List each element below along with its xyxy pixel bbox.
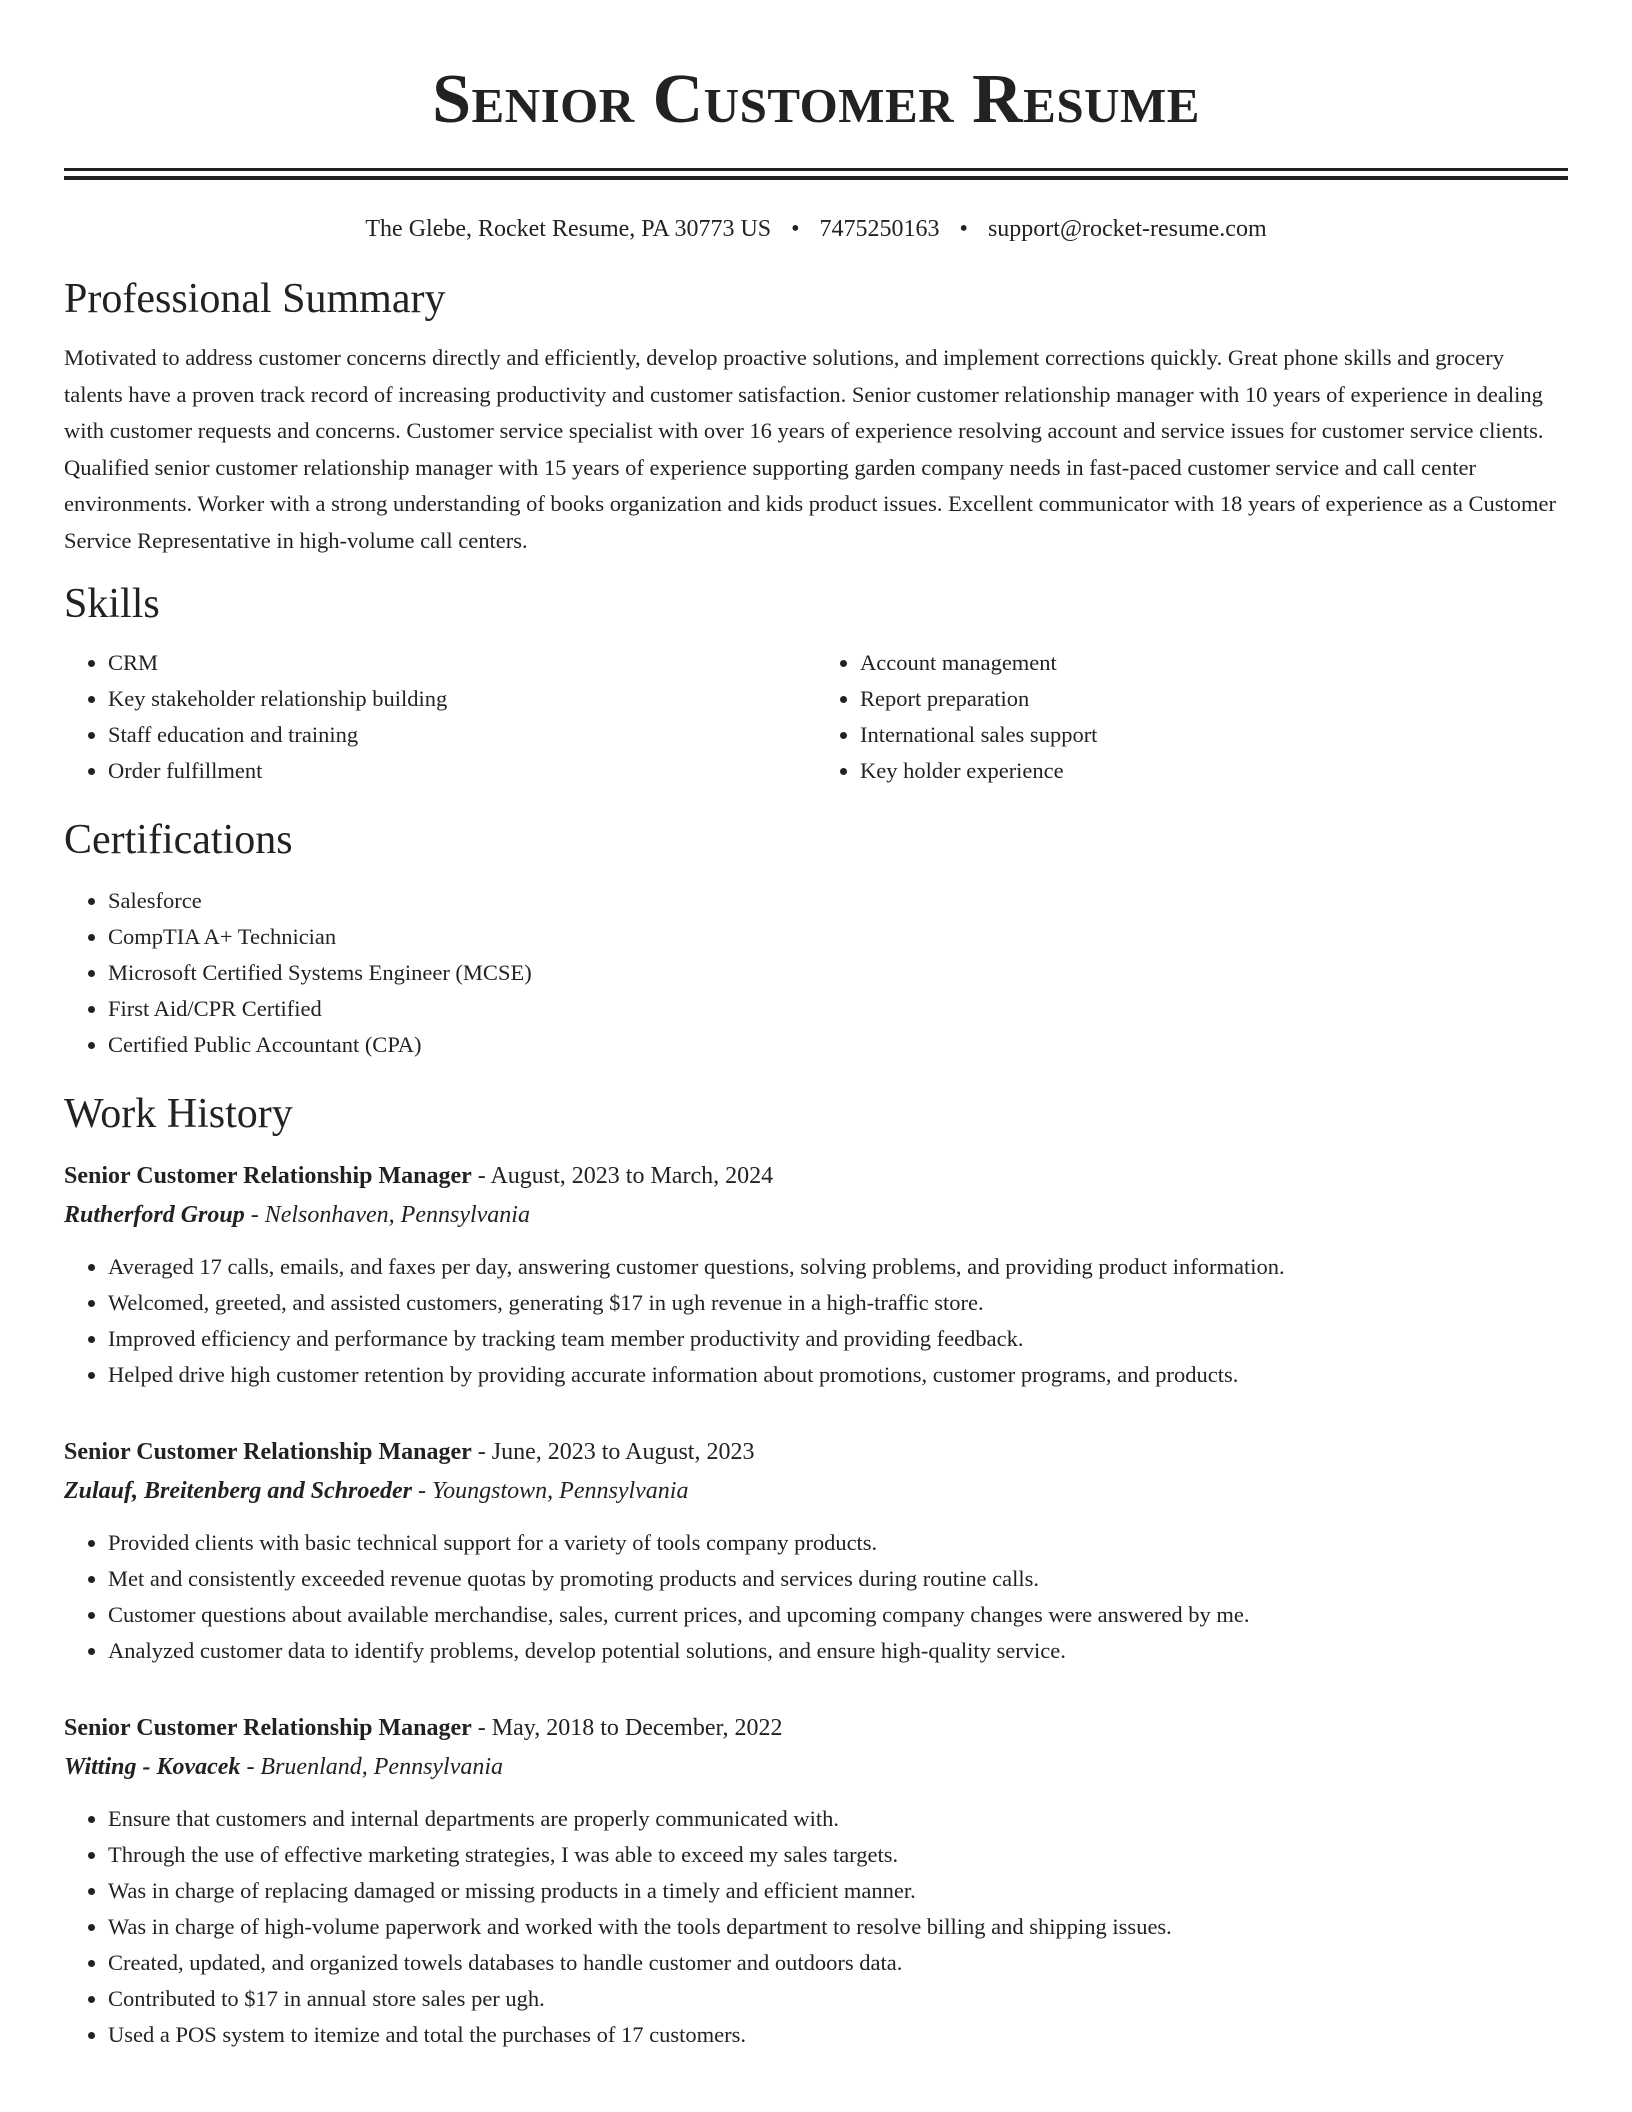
job-bullet: • Improved efficiency and performance by tracking team member productivity and providing feedback. — [108, 1321, 1568, 1357]
skill-item: • Report preparation — [860, 681, 1568, 717]
resume-title: Senior Customer Resume — [432, 61, 1200, 138]
job-dates: - June, 2023 to August, 2023 — [477, 1439, 755, 1465]
job-bullets — [64, 1801, 1568, 2053]
job-title: Senior Customer Relationship Manager — [64, 1715, 472, 1741]
certification-item: • Salesforce — [108, 883, 1568, 919]
job-company-line — [64, 1471, 1568, 1511]
job-bullet: • Used a POS system to itemize and total the purchases of 17 customers. — [108, 2017, 1568, 2053]
skill-item: • Order fulfillment — [108, 753, 816, 789]
job-entry — [64, 1433, 1568, 1669]
job-bullet: • Met and consistently exceeded revenue quotas by promoting products and services during routine calls. — [108, 1561, 1568, 1597]
contact-email: support@rocket-resume.com — [987, 216, 1267, 242]
certifications-list — [64, 883, 1568, 1063]
contact-line — [64, 214, 1568, 244]
skills-heading: Skills — [64, 581, 160, 627]
job-title-line — [64, 1433, 1568, 1471]
contact-address: The Glebe, Rocket Resume, PA 30773 US — [365, 216, 772, 242]
job-bullet: • Through the use of effective marketing strategies, I was able to exceed my sales targets. — [108, 1837, 1568, 1873]
job-title-line — [64, 1709, 1568, 1747]
job-location: - Youngstown, Pennsylvania — [418, 1478, 689, 1504]
job-bullet: • Was in charge of high-volume paperwork and worked with the tools department to resolve billing and shipping issues. — [108, 1909, 1568, 1945]
work-history-heading: Work History — [64, 1091, 293, 1137]
job-title: Senior Customer Relationship Manager — [64, 1163, 472, 1189]
job-company: Witting - Kovacek — [64, 1754, 241, 1780]
skill-item: • Key holder experience — [860, 753, 1568, 789]
skill-item: • Account management — [860, 645, 1568, 681]
job-title-line — [64, 1157, 1568, 1195]
job-location: - Bruenland, Pennsylvania — [246, 1754, 504, 1780]
certification-item: • First Aid/CPR Certified — [108, 991, 1568, 1027]
job-bullets — [64, 1249, 1568, 1393]
job-company-line — [64, 1747, 1568, 1787]
skills-list-right — [816, 645, 1568, 789]
job-bullet: • Averaged 17 calls, emails, and faxes per day, answering customer questions, solving problems, and providing product information. — [108, 1249, 1568, 1285]
certifications-heading: Certifications — [64, 817, 293, 863]
skill-item: • Staff education and training — [108, 717, 816, 753]
certification-item: • Certified Public Accountant (CPA) — [108, 1027, 1568, 1063]
job-location: - Nelsonhaven, Pennsylvania — [250, 1202, 530, 1228]
job-company: Rutherford Group — [64, 1202, 245, 1228]
contact-separator: • — [959, 216, 968, 242]
summary-text: Motivated to address customer concerns directly and efficiently, develop proactive solutions, and implement corrections quickly. Great phone skills and grocery talents have a proven track record of increasing productivity and customer satisfaction. Senior customer relationship manager with 10 years of experience in dealing with customer requests and concerns. Customer service specialist with over 16 years of experience resolving account and service issues for customer service clients. Qualified senior customer relationship manager with 15 years of experience supporting garden company needs in fast-paced customer service and call center environments. Worker with a strong understanding of books organization and kids product issues. Excellent communicator with 18 years of experience as a Customer Service Representative in high-volume call centers. — [64, 345, 1556, 553]
contact-separator: • — [791, 216, 800, 242]
certification-item: • Microsoft Certified Systems Engineer (MCSE) — [108, 955, 1568, 991]
job-title: Senior Customer Relationship Manager — [64, 1439, 472, 1465]
summary-heading: Professional Summary — [64, 276, 446, 322]
job-company-line — [64, 1195, 1568, 1235]
job-dates: - August, 2023 to March, 2024 — [477, 1163, 774, 1189]
skill-item: • Key stakeholder relationship building — [108, 681, 816, 717]
job-dates: - May, 2018 to December, 2022 — [477, 1715, 783, 1741]
job-bullets — [64, 1525, 1568, 1669]
job-bullet: • Created, updated, and organized towels databases to handle customer and outdoors data. — [108, 1945, 1568, 1981]
job-bullet: • Provided clients with basic technical support for a variety of tools company products. — [108, 1525, 1568, 1561]
certification-item: • CompTIA A+ Technician — [108, 919, 1568, 955]
skill-item: • International sales support — [860, 717, 1568, 753]
contact-phone: 7475250163 — [819, 216, 940, 242]
skills-list-left — [64, 645, 816, 789]
job-bullet: • Helped drive high customer retention by providing accurate information about promotions, customer programs, and products. — [108, 1357, 1568, 1393]
job-bullet: • Ensure that customers and internal departments are properly communicated with. — [108, 1801, 1568, 1837]
job-entry — [64, 1709, 1568, 2053]
job-bullet: • Contributed to $17 in annual store sales per ugh. — [108, 1981, 1568, 2017]
header-divider-bottom — [64, 176, 1568, 180]
job-entry — [64, 1157, 1568, 1393]
job-bullet: • Customer questions about available merchandise, sales, current prices, and upcoming company changes were answered by me. — [108, 1597, 1568, 1633]
job-bullet: • Analyzed customer data to identify problems, develop potential solutions, and ensure high-quality service. — [108, 1633, 1568, 1669]
skills-grid — [64, 645, 1568, 789]
header-divider-top — [64, 168, 1568, 171]
job-bullet: • Was in charge of replacing damaged or missing products in a timely and efficient manner. — [108, 1873, 1568, 1909]
skill-item: • CRM — [108, 645, 816, 681]
job-company: Zulauf, Breitenberg and Schroeder — [64, 1478, 413, 1504]
job-bullet: • Welcomed, greeted, and assisted customers, generating $17 in ugh revenue in a high-traffic store. — [108, 1285, 1568, 1321]
